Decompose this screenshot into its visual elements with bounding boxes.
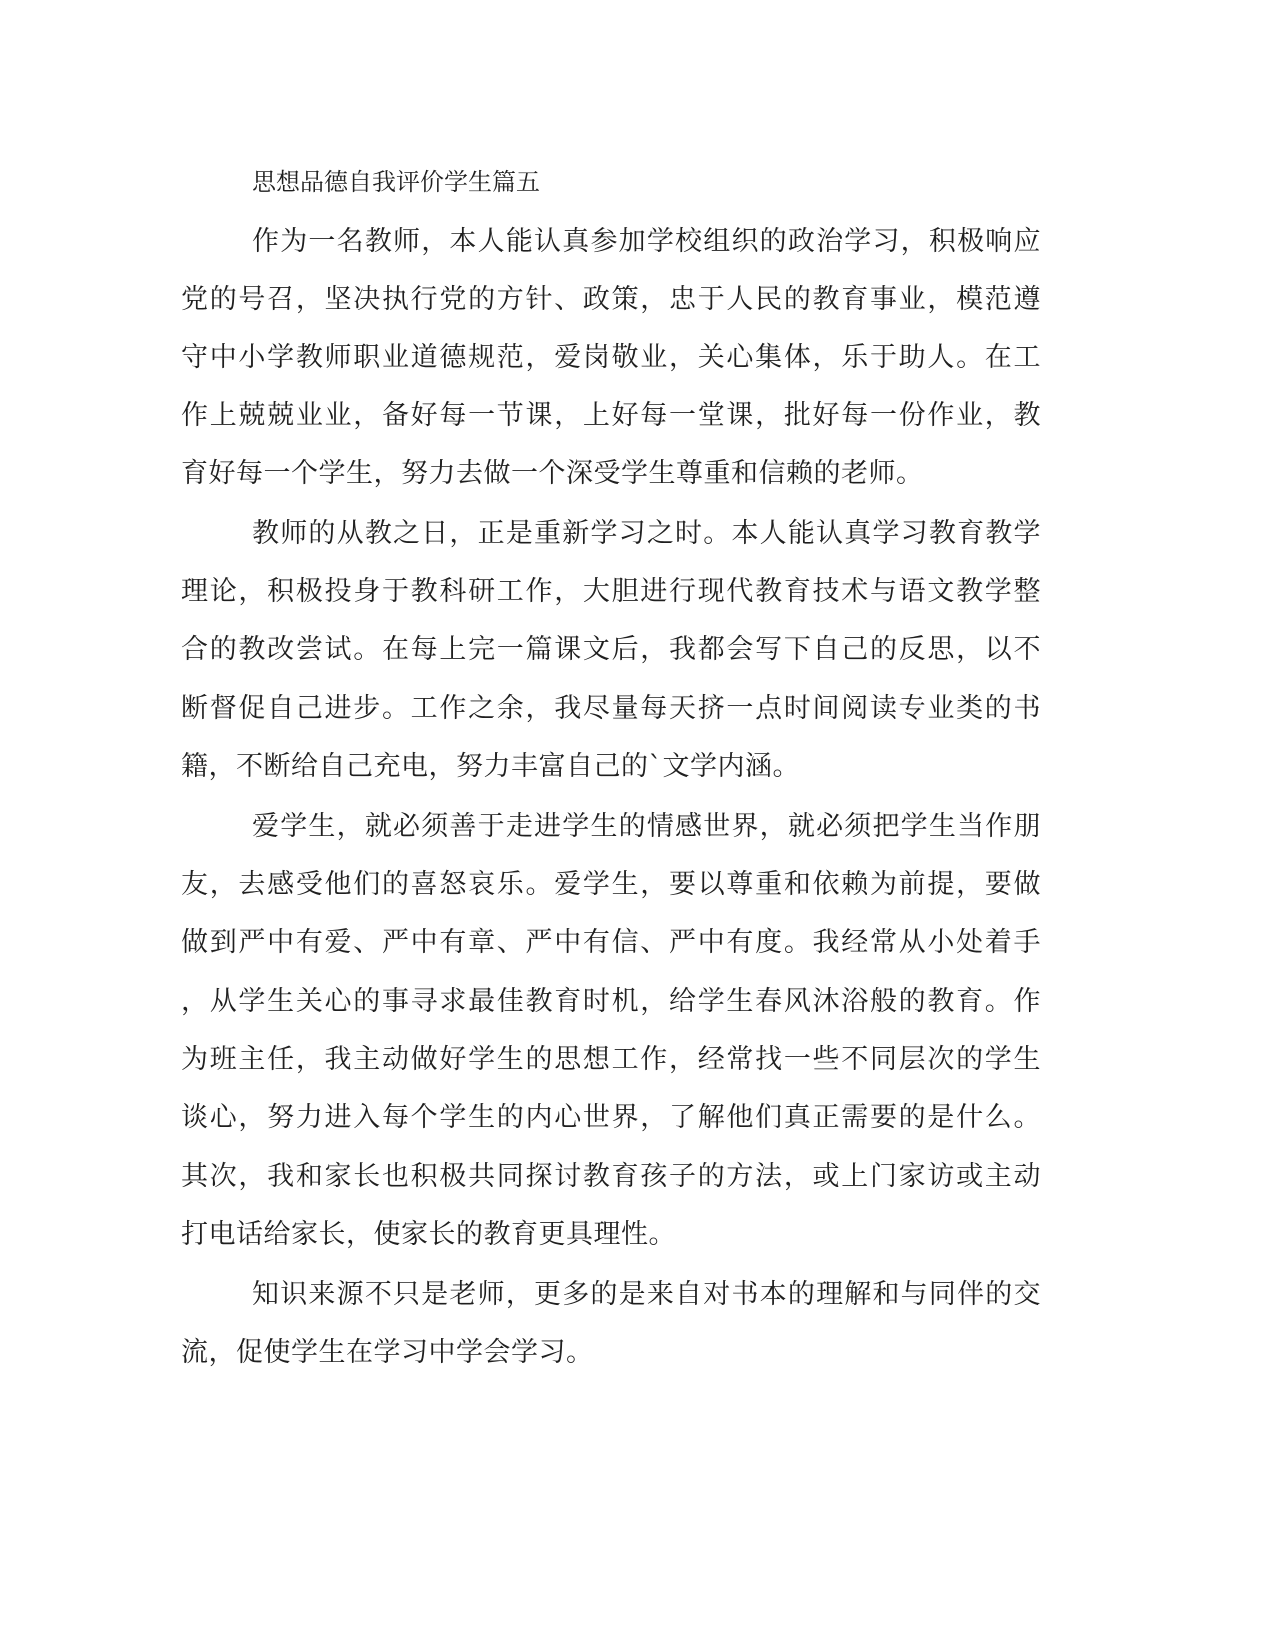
paragraph-3-line-3: 做到严中有爱、严中有章、严中有信、严中有度。我经常从小处着手 xyxy=(181,927,1041,958)
paragraph-3-line-1: 爱学生，就必须善于走进学生的情感世界，就必须把学生当作朋 xyxy=(252,811,1041,842)
paragraph-3-line-8: 打电话给家长，使家长的教育更具理性。 xyxy=(181,1219,676,1250)
paragraph-2-line-2: 理论，积极投身于教科研工作，大胆进行现代教育技术与语文教学整 xyxy=(181,576,1041,607)
paragraph-1-line-3: 守中小学教师职业道德规范，爱岗敬业，关心集体，乐于助人。在工 xyxy=(181,342,1041,373)
paragraph-2-line-5: 籍，不断给自己充电，努力丰富自己的`文学内涵。 xyxy=(181,751,800,782)
paragraph-2-line-4: 断督促自己进步。工作之余，我尽量每天挤一点时间阅读专业类的书 xyxy=(181,693,1041,724)
paragraph-1-line-4: 作上兢兢业业，备好每一节课，上好每一堂课，批好每一份作业，教 xyxy=(181,400,1041,431)
paragraph-3-line-4: ，从学生关心的事寻求最佳教育时机，给学生春风沐浴般的教育。作 xyxy=(181,986,1041,1017)
paragraph-4-line-1: 知识来源不只是老师，更多的是来自对书本的理解和与同伴的交 xyxy=(252,1279,1041,1310)
paragraph-3-line-7: 其次，我和家长也积极共同探讨教育孩子的方法，或上门家访或主动 xyxy=(181,1161,1041,1192)
paragraph-4-line-2: 流，促使学生在学习中学会学习。 xyxy=(181,1337,594,1368)
paragraph-3-line-2: 友，去感受他们的喜怒哀乐。爱学生，要以尊重和依赖为前提，要做 xyxy=(181,869,1041,900)
paragraph-1-line-2: 党的号召，坚决执行党的方针、政策，忠于人民的教育事业，模范遵 xyxy=(181,284,1041,315)
paragraph-3-line-6: 谈心，努力进入每个学生的内心世界，了解他们真正需要的是什么。 xyxy=(181,1102,1041,1133)
paragraph-2-line-3: 合的教改尝试。在每上完一篇课文后，我都会写下自己的反思，以不 xyxy=(181,634,1041,665)
paragraph-3-line-5: 为班主任，我主动做好学生的思想工作，经常找一些不同层次的学生 xyxy=(181,1044,1041,1075)
paragraph-1-line-1: 作为一名教师，本人能认真参加学校组织的政治学习，积极响应 xyxy=(252,226,1041,257)
paragraph-1-line-5: 育好每一个学生，努力去做一个深受学生尊重和信赖的老师。 xyxy=(181,458,924,489)
paragraph-2-line-1: 教师的从教之日，正是重新学习之时。本人能认真学习教育教学 xyxy=(252,518,1041,549)
document-title: 思想品德自我评价学生篇五 xyxy=(252,168,540,196)
